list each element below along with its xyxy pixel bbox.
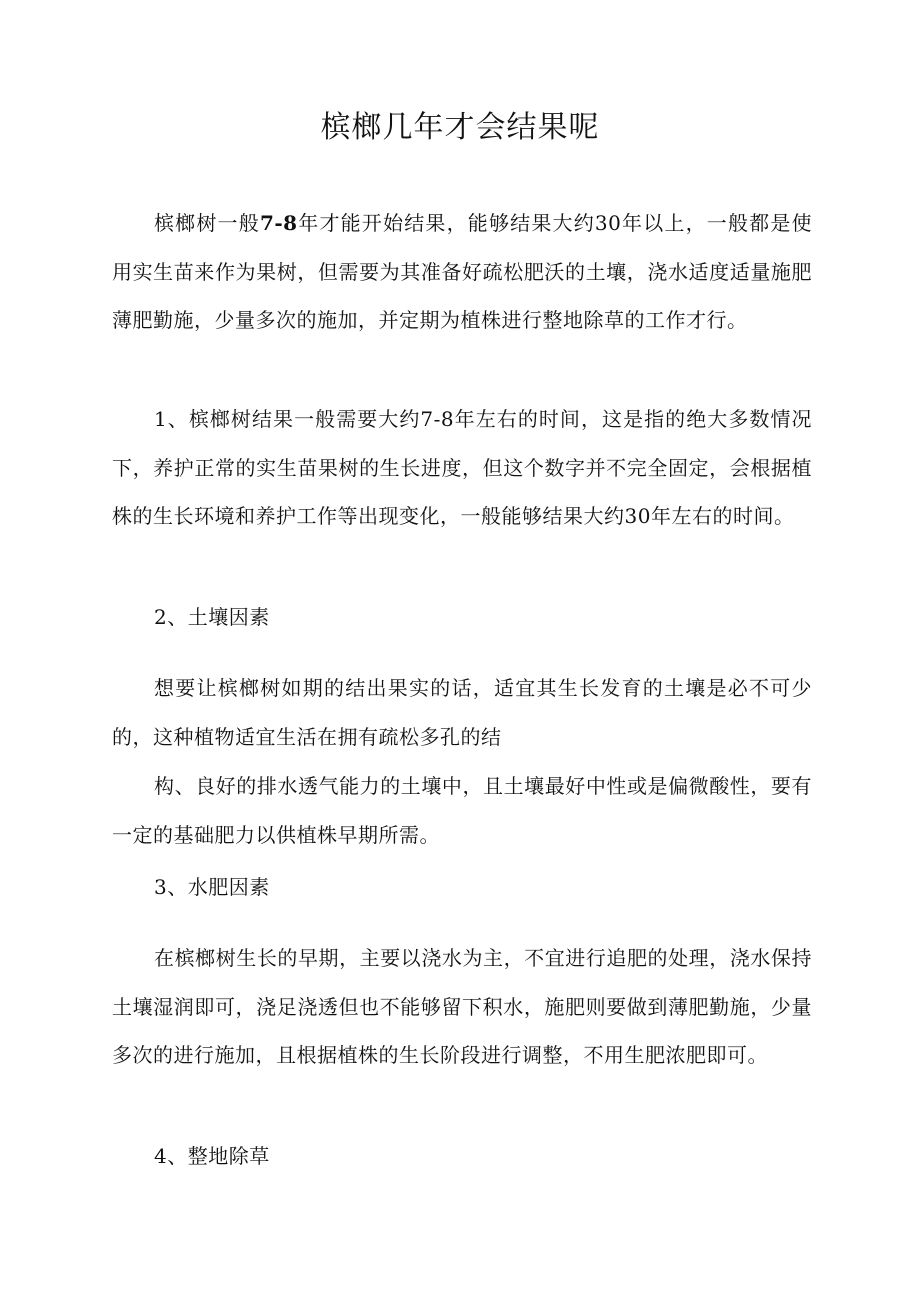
heading-soil: 2、土壤因素 <box>154 605 270 629</box>
soil-paragraph-1: 想要让槟榔树如期的结出果实的话，适宜其生长发育的土壤是必不可少的，这种植物适宜生活在拥有疏松多孔的结 <box>112 676 812 749</box>
heading-water-fertilizer: 3、水肥因素 <box>154 875 270 899</box>
intro-paragraph <box>112 199 812 345</box>
document-title: 槟榔几年才会结果呢 <box>320 110 600 145</box>
soil-paragraph-2: 构、良好的排水透气能力的土壤中，且土壤最好中性或是偏微酸性，要有一定的基础肥力以供植株早期所需。 <box>112 774 812 847</box>
intro-years-bold: 7-8 <box>259 211 298 235</box>
water-fertilizer-paragraph: 在槟榔树生长的早期，主要以浇水为主，不宜进行追肥的处理，浇水保持土壤湿润即可，浇足浇透但也不能够留下积水，施肥则要做到薄肥勤施，少量多次的进行施加，且根据植株的生长阶段进行调整，不用生肥浓肥即可。 <box>112 946 812 1067</box>
intro-text-rest: 年才能开始结果，能够结果大约30年以上，一般都是使用实生苗来作为果树，但需要为其准备好疏松肥沃的土壤，浇水适度适量施肥薄肥勤施，少量多次的施加，并定期为植株进行整地除草的工作才行。 <box>112 211 813 332</box>
point1-paragraph: 1、槟榔树结果一般需要大约7-8年左右的时间，这是指的绝大多数情况下，养护正常的实生苗果树的生长进度，但这个数字并不完全固定，会根据植株的生长环境和养护工作等出现变化，一般能够结果大约30年左右的时间。 <box>112 407 812 528</box>
intro-text-start: 槟榔树一般 <box>154 211 260 235</box>
heading-weeding: 4、整地除草 <box>154 1144 270 1168</box>
